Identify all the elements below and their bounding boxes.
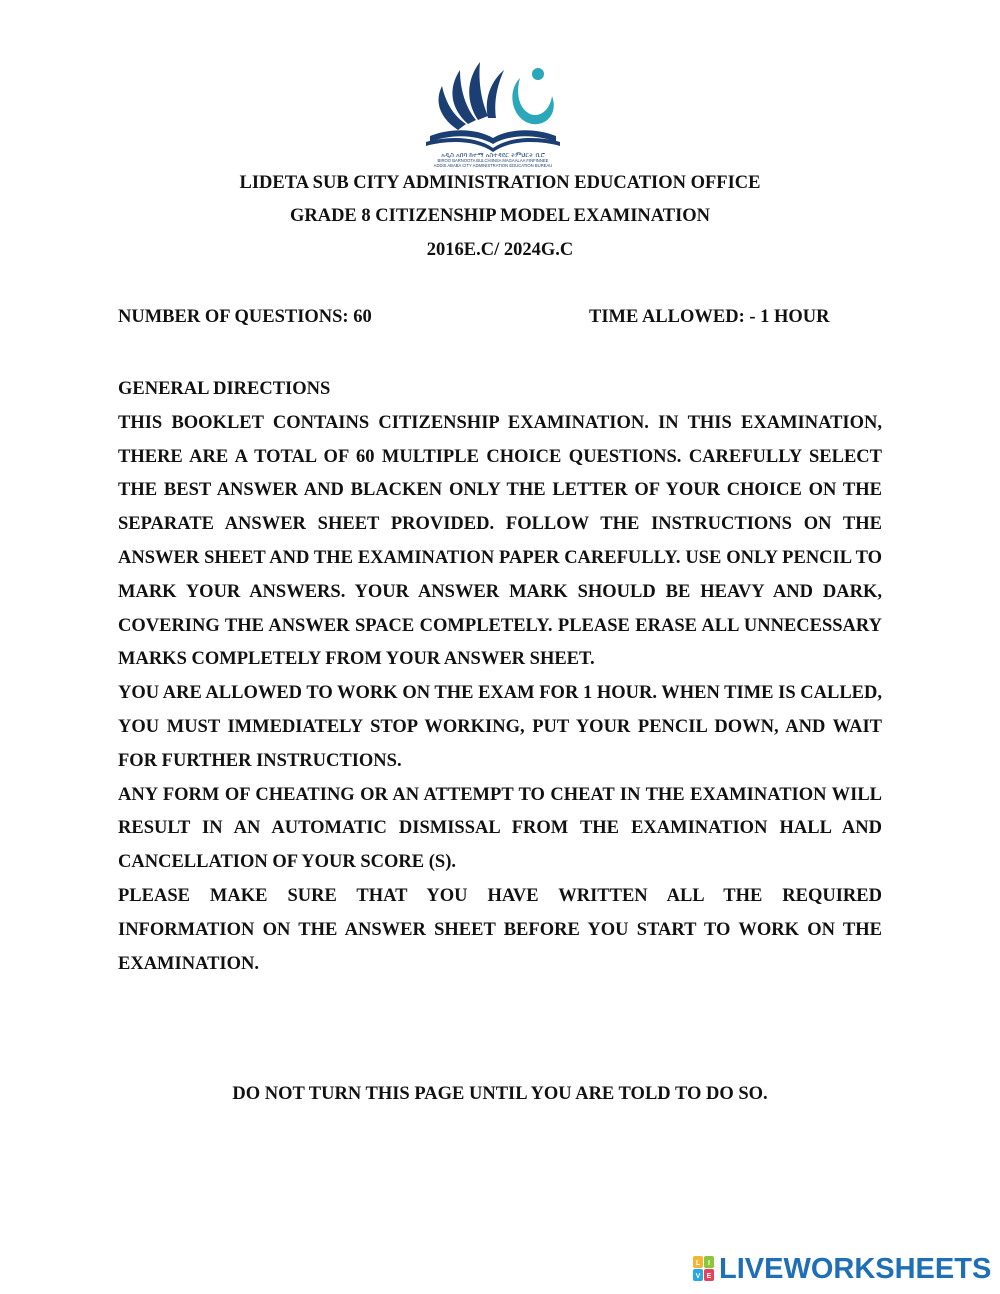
- office-title: LIDETA SUB CITY ADMINISTRATION EDUCATION OFFICE: [239, 173, 761, 193]
- do-not-turn-notice: DO NOT TURN THIS PAGE UNTIL YOU ARE TOLD TO DO SO.: [232, 1084, 768, 1104]
- logo-caption-oromo: BIROO BARNOOTA BULCHIINSA MAGAALAA FINFINNEE: [437, 158, 549, 163]
- directions-heading: GENERAL DIRECTIONS: [118, 379, 331, 399]
- logo-caption-amharic: አዲስ አበባ ከተማ አስተዳደር ትምህርት ቢሮ: [441, 151, 545, 159]
- exam-year: 2016E.C/ 2024G.C: [426, 240, 574, 260]
- directions-paragraph: THIS BOOKLET CONTAINS CITIZENSHIP EXAMINATION. IN THIS EXAMINATION, THERE ARE A TOTAL OF 60 MULTIPLE CHOICE QUESTIONS. CAREFULLY SELECT THE BEST ANSWER AND BLACKEN ONLY THE LETTER OF YOUR CHOICE ON THE SEPARATE ANSWER SHEET PROVIDED. FOLLOW THE INSTRUCTIONS ON THE ANSWER SHEET AND THE EXAMINATION PAPER CAREFULLY. USE ONLY PENCIL TO MARK YOUR ANSWERS. YOUR ANSWER MARK SHOULD BE HEAVY AND DARK, COVERING THE ANSWER SPACE COMPLETELY. PLEASE ERASE ALL UNNECESSARY MARKS COMPLETELY FROM YOUR ANSWER SHEET.: [118, 412, 882, 670]
- svg-text:L: L: [695, 1260, 701, 1267]
- liveworksheets-brand[interactable]: [693, 1254, 991, 1284]
- svg-text:I: I: [708, 1260, 710, 1267]
- directions-paragraph: YOU ARE ALLOWED TO WORK ON THE EXAM FOR 1 HOUR. WHEN TIME IS CALLED, YOU MUST IMMEDIATELY STOP WORKING, PUT YOUR PENCIL DOWN, AND WAIT FOR FURTHER INSTRUCTIONS.: [118, 683, 882, 771]
- brand-name: LIVEWORKSHEETS: [719, 1253, 992, 1285]
- number-of-questions: NUMBER OF QUESTIONS: 60: [118, 307, 372, 327]
- logo-caption-english: ADDIS ABABA CITY ADMINISTRATION EDUCATION BUREAU: [433, 163, 553, 168]
- liveworksheets-logo-icon: [693, 1256, 715, 1282]
- general-directions: [118, 373, 882, 981]
- directions-paragraph: PLEASE MAKE SURE THAT YOU HAVE WRITTEN ALL THE REQUIRED INFORMATION ON THE ANSWER SHEET BEFORE YOU START TO WORK ON THE EXAMINATION.: [118, 885, 882, 974]
- exam-title: GRADE 8 CITIZENSHIP MODEL EXAMINATION: [289, 206, 711, 226]
- svg-text:V: V: [695, 1273, 701, 1280]
- directions-paragraph: ANY FORM OF CHEATING OR AN ATTEMPT TO CHEAT IN THE EXAMINATION WILL RESULT IN AN AUTOMATIC DISMISSAL FROM THE EXAMINATION HALL AND CANCELLATION OF YOUR SCORE (S).: [118, 784, 882, 873]
- time-allowed: TIME ALLOWED: - 1 HOUR: [589, 307, 830, 327]
- education-bureau-logo-icon: [420, 58, 566, 168]
- svg-text:E: E: [706, 1273, 712, 1280]
